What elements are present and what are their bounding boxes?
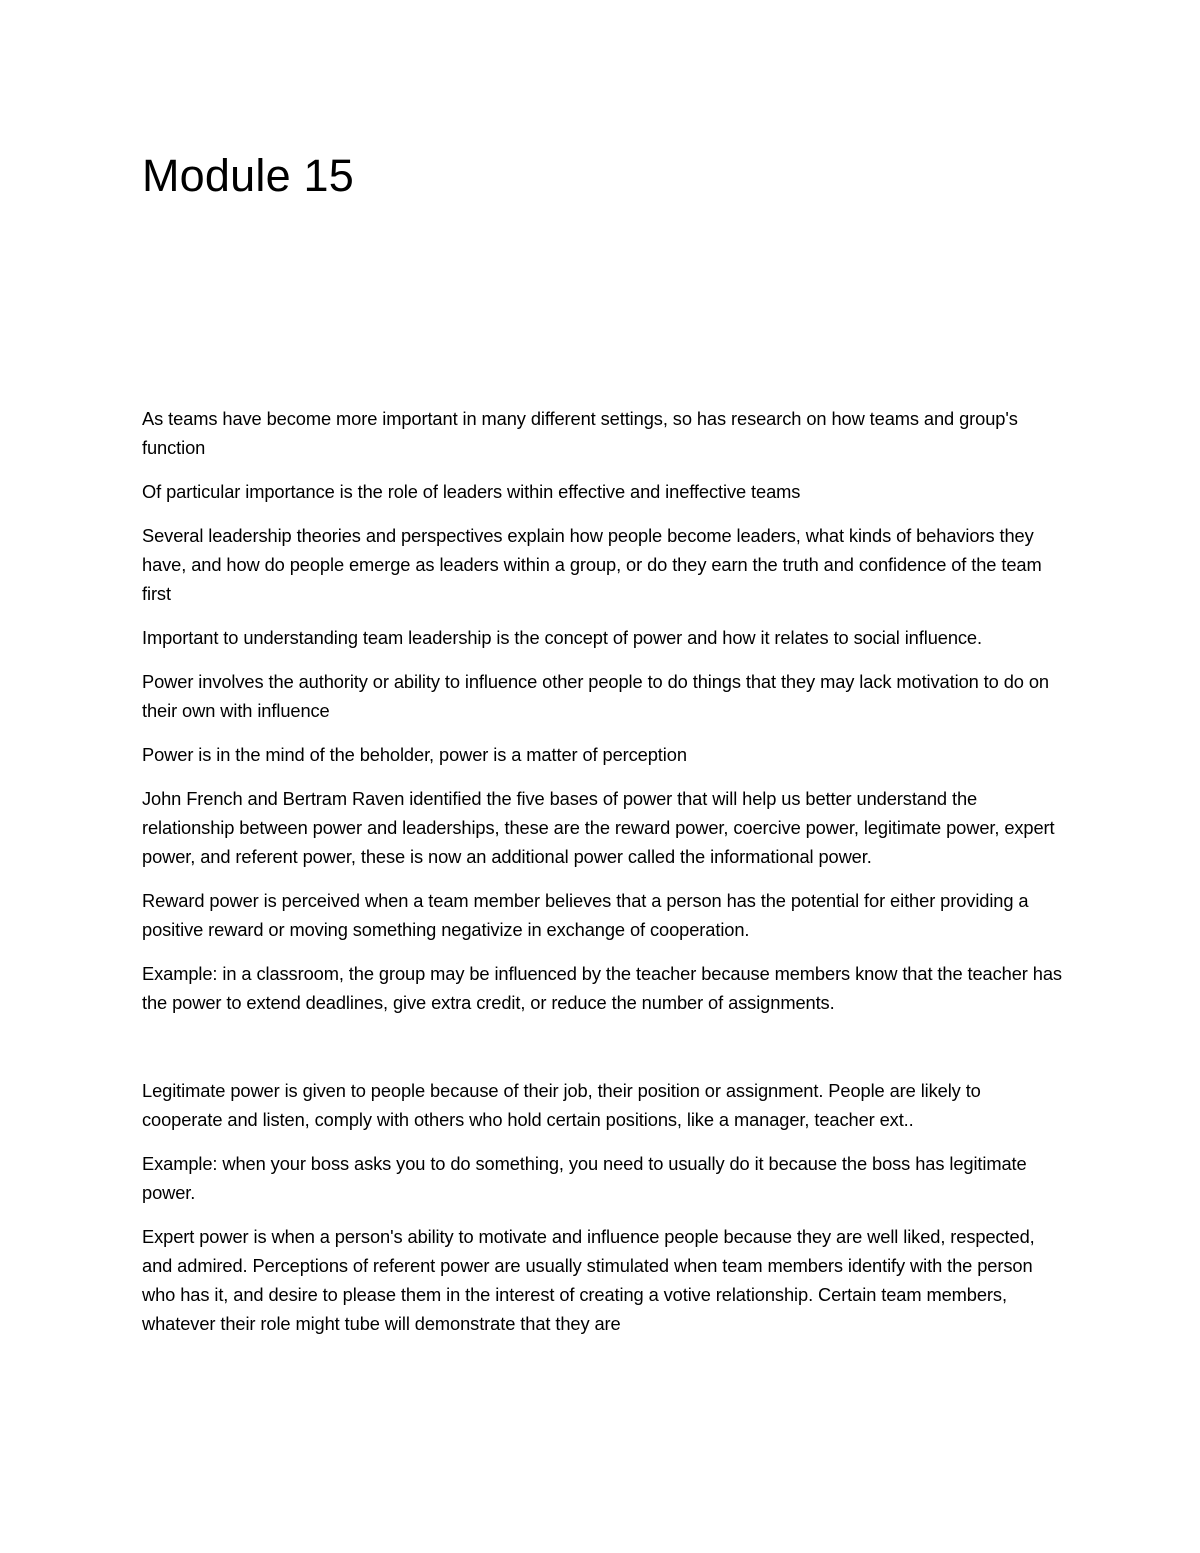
paragraph-10: Legitimate power is given to people because of their job, their position or assignment. People are likely to cooperate and listen, comply with others who hold certain positions, like a manager, teacher ext.. [142,1080,981,1130]
paragraph-4: Important to understanding team leadership is the concept of power and how it relates to social influence. [142,627,982,648]
document-body [142,404,1062,1353]
paragraph-12: Expert power is when a person's ability to motivate and influence people because they are well liked, respected, and admired. Perceptions of referent power are usually stimulated when team members identify with the person who has it, and desire to please them in the interest of creating a votive relationship. Certain team members, whatever their role might tube will demonstrate that they are [142,1226,1035,1334]
paragraph-9: Example: in a classroom, the group may be influenced by the teacher because members know that the teacher has the power to extend deadlines, give extra credit, or reduce the number of assignments. [142,963,1062,1013]
paragraph-1: As teams have become more important in many different settings, so has research on how teams and group's function [142,408,1018,458]
paragraph-2: Of particular importance is the role of leaders within effective and ineffective teams [142,481,801,502]
paragraph-8: Reward power is perceived when a team member believes that a person has the potential for either providing a positive reward or moving something negativize in exchange of cooperation. [142,890,1029,940]
paragraph-7: John French and Bertram Raven identified the five bases of power that will help us better understand the relationship between power and leaderships, these are the reward power, coercive power, legitimate power, expert power, and referent power, these is now an additional power called the informational power. [142,788,1055,867]
paragraph-3: Several leadership theories and perspectives explain how people become leaders, what kinds of behaviors they have, and how do people emerge as leaders within a group, or do they earn the truth and confidence of the team first [142,525,1042,604]
paragraph-11: Example: when your boss asks you to do something, you need to usually do it because the boss has legitimate power. [142,1153,1027,1203]
paragraph-5: Power involves the authority or ability to influence other people to do things that they may lack motivation to do on their own with influence [142,671,1049,721]
document-title: Module 15 [142,150,354,201]
paragraph-6: Power is in the mind of the beholder, power is a matter of perception [142,744,687,765]
